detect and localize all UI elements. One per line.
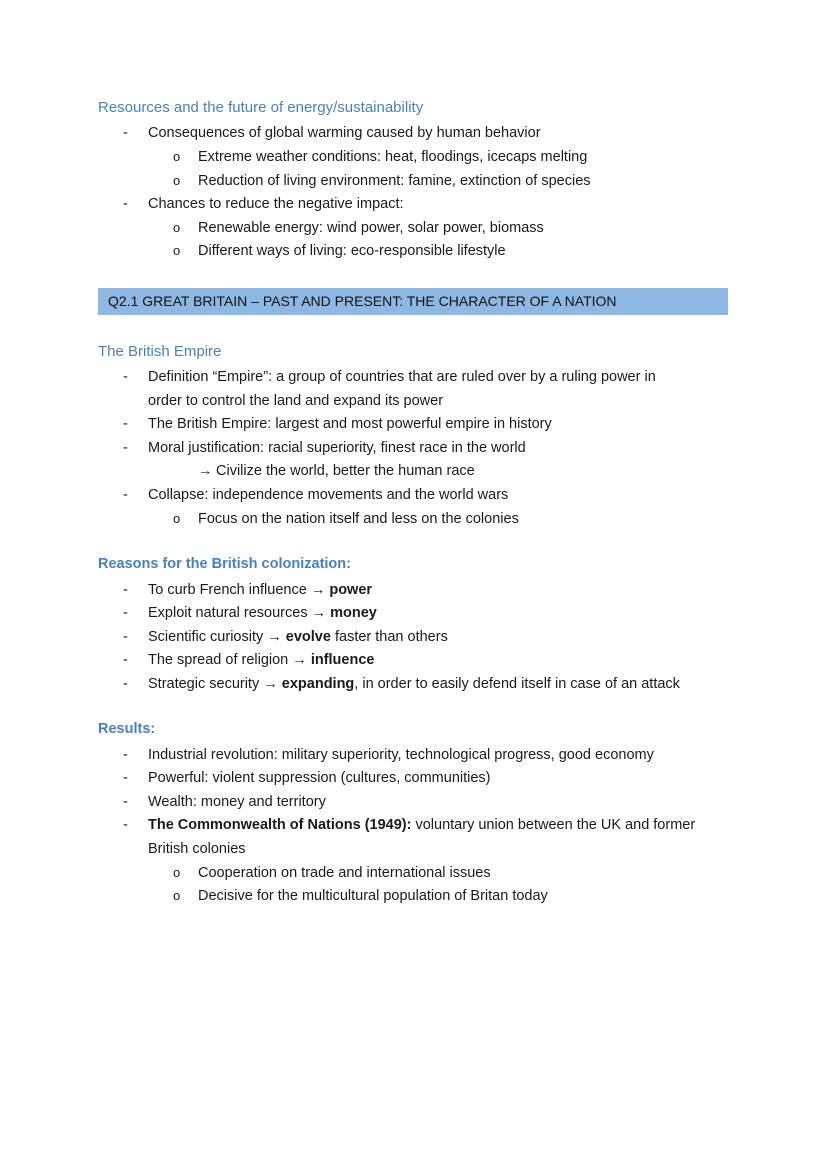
bullet-circle: o xyxy=(173,243,181,258)
arrow-note: Civilize the world, better the human race xyxy=(216,463,475,479)
list-item: Moral justification: racial superiority, finest race in the world xyxy=(148,440,526,456)
bullet-circle: o xyxy=(173,511,181,526)
bullet-dash: - xyxy=(123,817,128,833)
list-item: To curb French influence → power xyxy=(148,582,373,598)
list-item: Strategic security → expanding, in order to easily defend itself in case of an attack xyxy=(148,676,680,692)
bullet-dash: - xyxy=(123,369,128,385)
bullet-dash: - xyxy=(123,416,128,432)
bullet-circle: o xyxy=(173,888,181,903)
list-item: Scientific curiosity → evolve faster than others xyxy=(148,629,448,645)
bullet-dash: - xyxy=(123,747,128,763)
list-item: The spread of religion → influence xyxy=(148,652,375,668)
arrow-icon: → xyxy=(311,605,327,621)
arrow-icon: → xyxy=(198,463,213,479)
arrow-icon: → xyxy=(310,582,326,598)
bullet-dash: - xyxy=(123,125,128,141)
list-item-continuation: order to control the land and expand its power xyxy=(148,393,444,409)
sub-list-item: Extreme weather conditions: heat, floodings, icecaps melting xyxy=(198,149,588,165)
section-heading-results: Results: xyxy=(98,721,156,737)
list-item-continuation: British colonies xyxy=(148,841,246,857)
bullet-circle: o xyxy=(173,220,181,235)
list-item: Definition “Empire”: a group of countries that are ruled over by a ruling power in xyxy=(148,369,656,385)
list-item: Powerful: violent suppression (cultures, communities) xyxy=(148,770,491,786)
list-item: Exploit natural resources → money xyxy=(148,605,377,621)
list-item: Consequences of global warming caused by human behavior xyxy=(148,125,541,141)
bullet-dash: - xyxy=(123,605,128,621)
bullet-circle: o xyxy=(173,149,181,164)
bullet-dash: - xyxy=(123,440,128,456)
sub-list-item: Focus on the nation itself and less on the colonies xyxy=(198,511,519,527)
list-item: Industrial revolution: military superiority, technological progress, good economy xyxy=(148,747,654,763)
list-item: Chances to reduce the negative impact: xyxy=(148,196,404,212)
section-heading-reasons: Reasons for the British colonization: xyxy=(98,556,351,572)
bullet-dash: - xyxy=(123,676,128,692)
section-heading-empire: The British Empire xyxy=(98,343,222,360)
bullet-dash: - xyxy=(123,794,128,810)
sub-list-item: Decisive for the multicultural population of Britan today xyxy=(198,888,548,904)
section-banner: Q2.1 GREAT BRITAIN – PAST AND PRESENT: THE CHARACTER OF A NATION xyxy=(98,288,728,315)
list-item: Wealth: money and territory xyxy=(148,794,326,810)
bullet-dash: - xyxy=(123,196,128,212)
bullet-circle: o xyxy=(173,173,181,188)
sub-list-item: Different ways of living: eco-responsible lifestyle xyxy=(198,243,506,259)
sub-list-item: Reduction of living environment: famine, extinction of species xyxy=(198,173,591,189)
bullet-dash: - xyxy=(123,582,128,598)
arrow-icon: → xyxy=(267,629,282,645)
bullet-circle: o xyxy=(173,865,181,880)
arrow-icon: → xyxy=(263,676,278,692)
bullet-dash: - xyxy=(123,652,128,668)
list-item: Collapse: independence movements and the world wars xyxy=(148,487,509,503)
bullet-dash: - xyxy=(123,770,128,786)
sub-list-item: Renewable energy: wind power, solar power, biomass xyxy=(198,220,544,236)
bullet-dash: - xyxy=(123,487,128,503)
list-item: The British Empire: largest and most powerful empire in history xyxy=(148,416,552,432)
section-heading-energy: Resources and the future of energy/sustainability xyxy=(98,99,424,116)
sub-list-item: Cooperation on trade and international issues xyxy=(198,865,491,881)
bullet-dash: - xyxy=(123,629,128,645)
list-item: The Commonwealth of Nations (1949): voluntary union between the UK and former xyxy=(148,817,696,833)
arrow-icon: → xyxy=(292,652,307,668)
